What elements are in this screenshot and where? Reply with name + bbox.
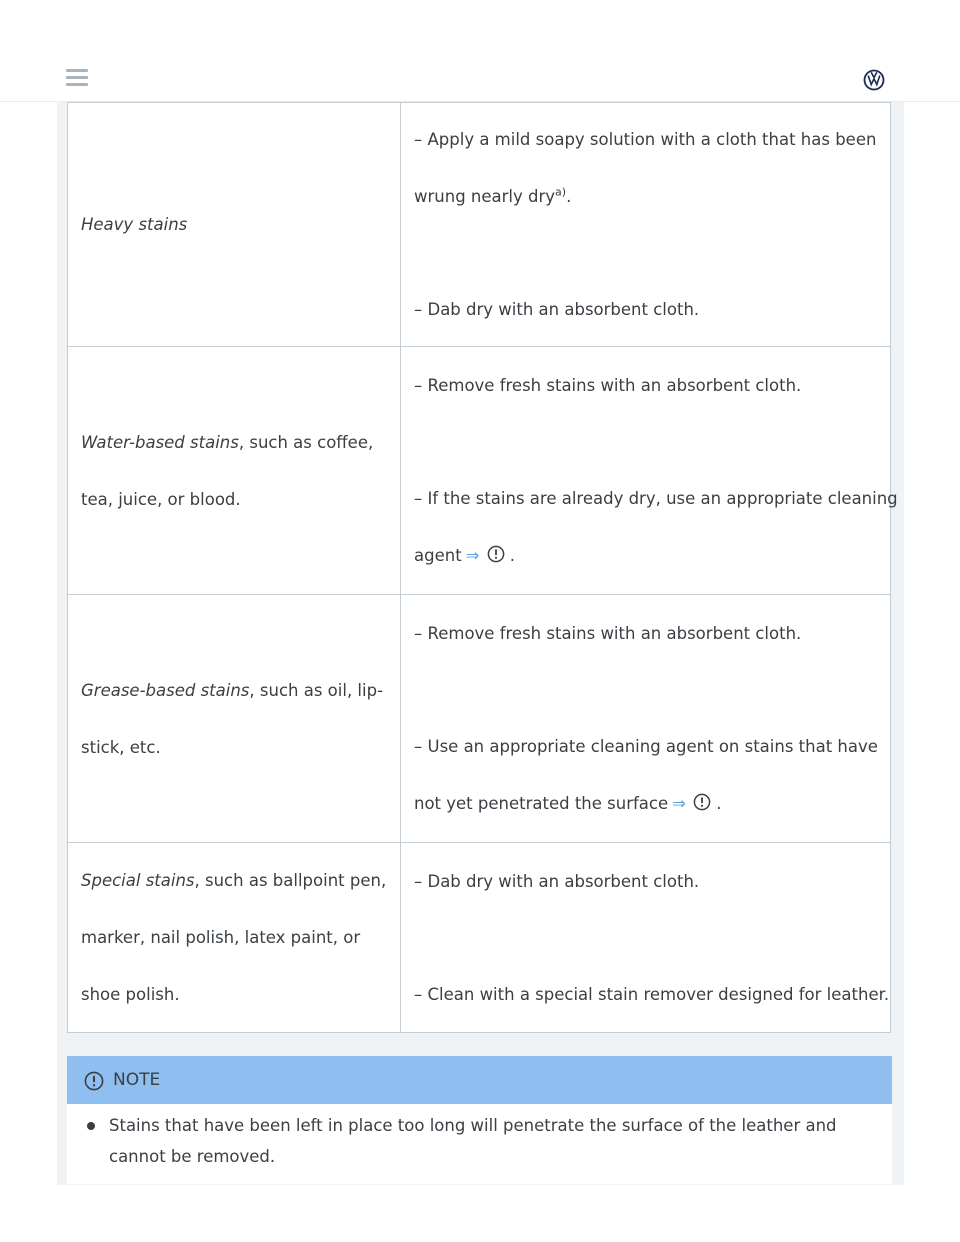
treatment-step: – Dab dry with an absorbent cloth. [414, 871, 700, 891]
stain-cleaning-table [67, 102, 898, 1033]
footnote-ref[interactable]: a) [555, 185, 567, 199]
treatment-step: – Apply a mild soapy solution with a cloth that has been [414, 130, 877, 149]
treatment-step: not yet penetrated the surface ⇒ . [414, 794, 722, 813]
stain-type: Special stains [81, 871, 195, 890]
stain-type: Heavy stains [81, 215, 188, 234]
note-body [67, 1104, 892, 1172]
stain-type-cell: Grease-based stains, such as oil, lip- stick, etc. [68, 595, 401, 843]
stain-type-cell: Water-based stains, such as coffee, tea, juice, or blood. [68, 347, 401, 595]
bullet-icon [87, 1122, 95, 1130]
treatment-step: – Use an appropriate cleaning agent on stains that have [414, 737, 878, 756]
treatment-step: – Dab dry with an absorbent cloth. [414, 300, 700, 319]
treatment-step: – If the stains are already dry, use an appropriate cleaning [414, 489, 898, 508]
stain-type: Grease-based stains [81, 680, 250, 700]
table-row [68, 103, 891, 347]
treatment-cell [401, 595, 891, 843]
treatment-step: wrung nearly dry$^{a)}$. [414, 185, 572, 206]
warning-icon[interactable] [487, 545, 505, 563]
stain-type-cell: Special stains, such as ballpoint pen, marker, nail polish, latex paint, or shoe polish. [68, 843, 401, 1033]
treatment-step: agent ⇒ . [414, 546, 515, 565]
top-bar [0, 0, 960, 102]
table-row [68, 347, 891, 595]
note-header [67, 1056, 892, 1104]
treatment-cell [401, 347, 898, 595]
treatment-step: – Clean with a special stain remover designed for leather. [414, 984, 890, 1004]
stain-type-cell [68, 103, 401, 347]
warning-icon[interactable] [693, 793, 711, 811]
cross-reference-link[interactable]: ⇒ [672, 794, 686, 813]
stain-type: Water-based stains [81, 432, 239, 452]
treatment-cell [401, 843, 891, 1033]
treatment-step: – Remove fresh stains with an absorbent cloth. [414, 624, 802, 643]
hamburger-icon[interactable] [66, 69, 88, 87]
cross-reference-link[interactable]: ⇒ [465, 546, 480, 565]
warning-icon [84, 1071, 104, 1091]
note-text: Stains that have been left in place too long will penetrate the surface of the leather and cannot be removed. [109, 1116, 837, 1166]
note-title: NOTE [113, 1070, 161, 1090]
table-row [68, 595, 891, 843]
vw-logo-icon[interactable] [863, 69, 885, 91]
note-box [67, 1056, 892, 1184]
treatment-step: – Remove fresh stains with an absorbent cloth. [414, 376, 802, 395]
treatment-cell [401, 103, 891, 347]
table-row [68, 843, 891, 1033]
